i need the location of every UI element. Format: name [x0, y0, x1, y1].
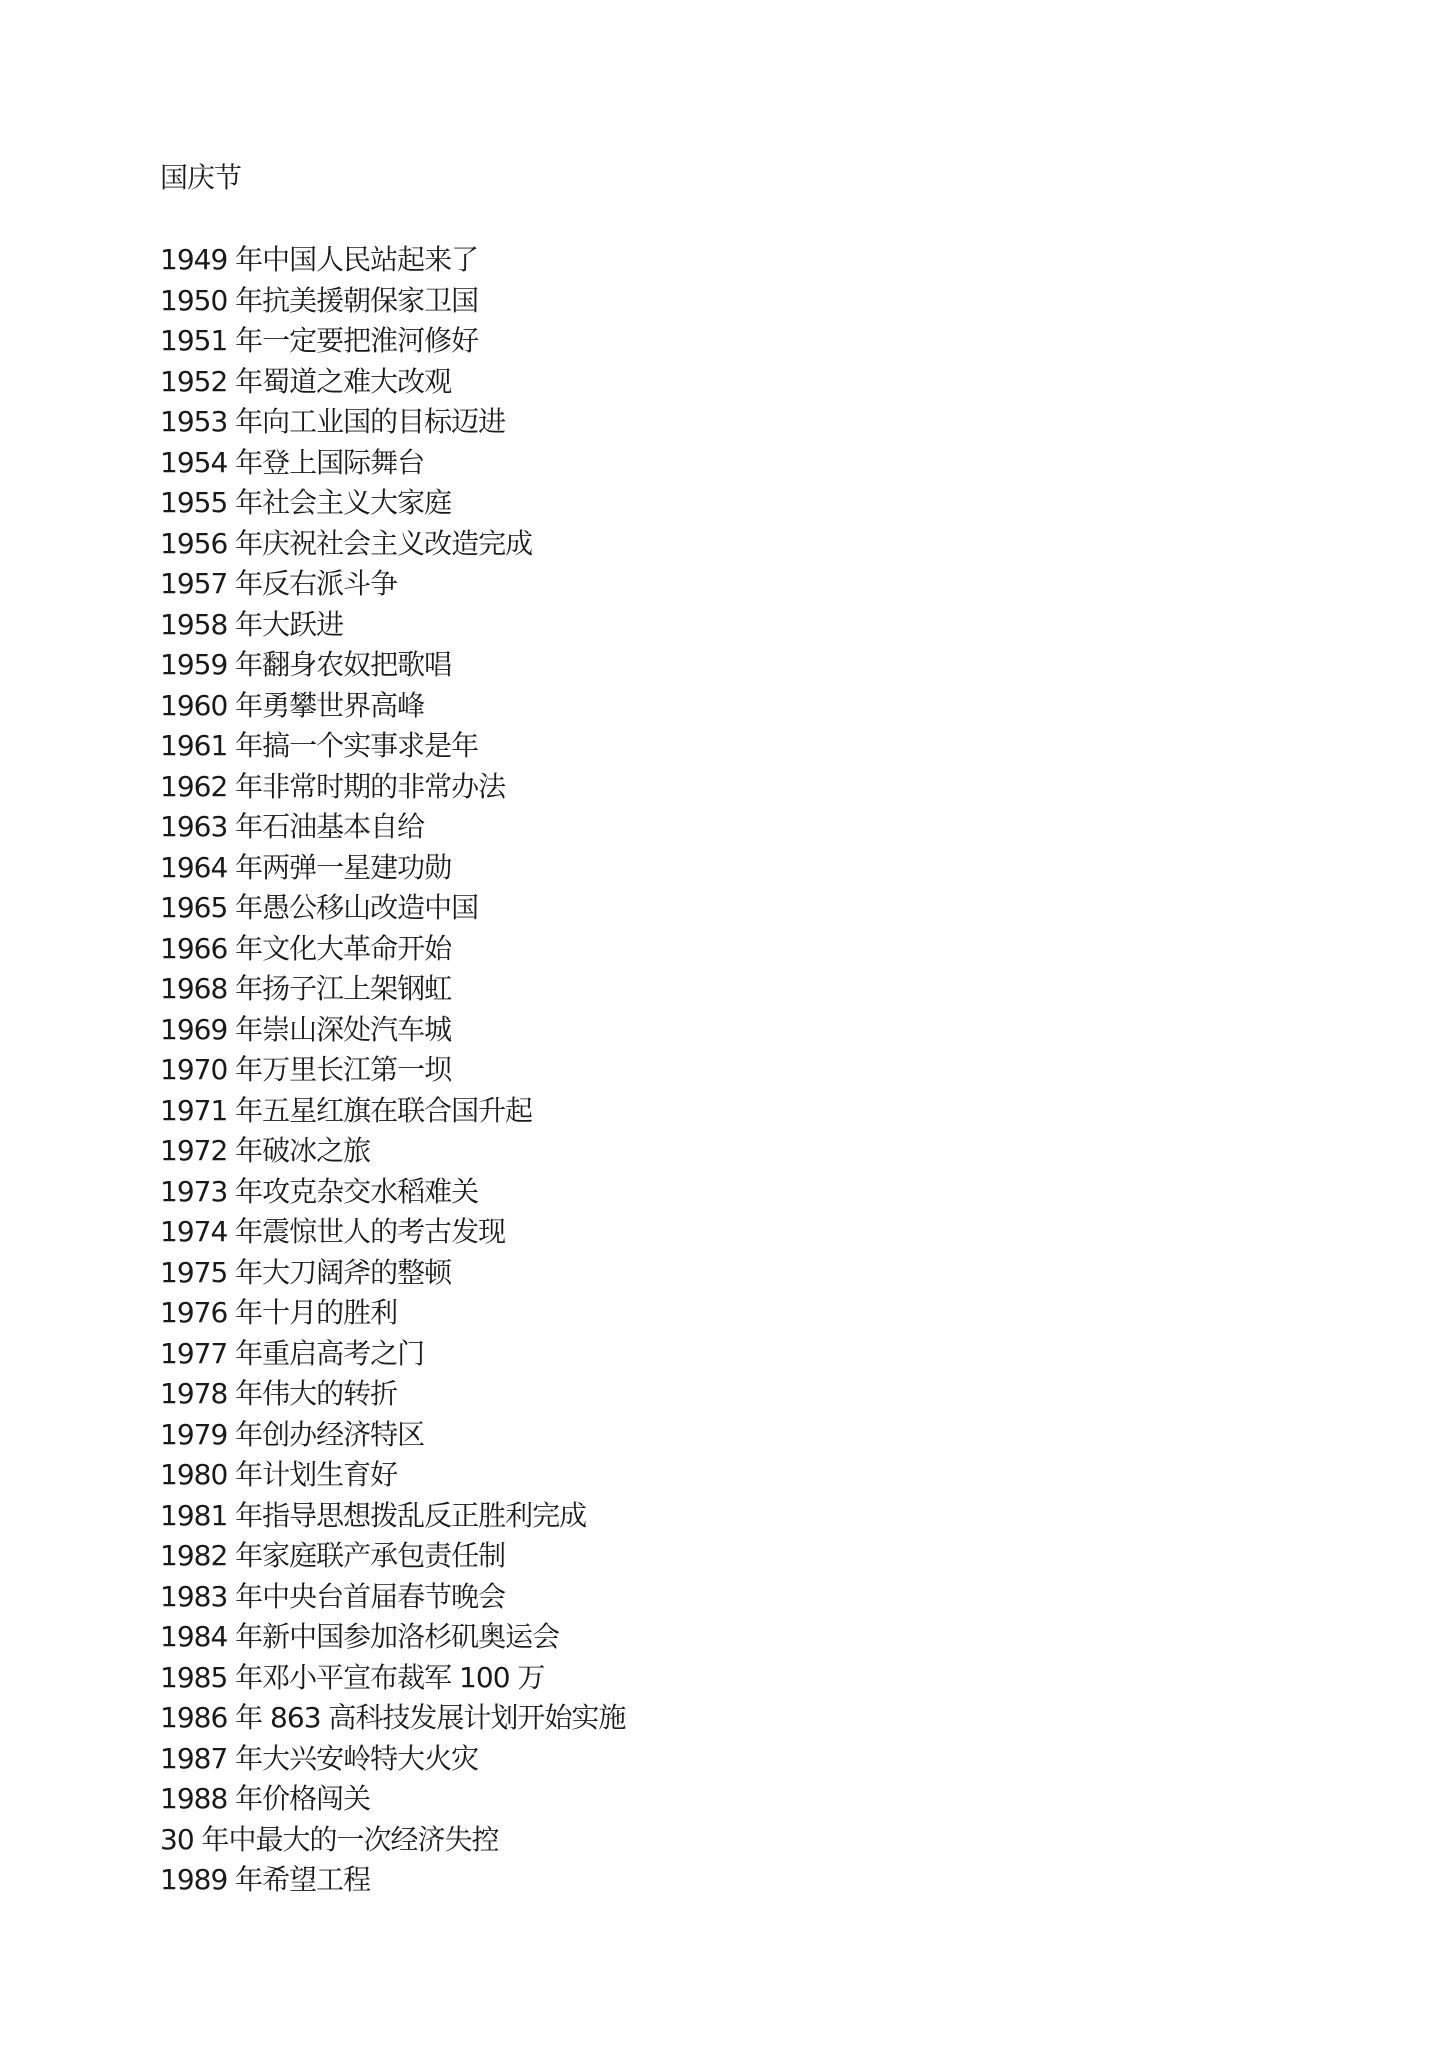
list-item: 1984 年新中国参加洛杉矶奥运会 [160, 1620, 560, 1653]
list-item: 1951 年一定要把淮河修好 [160, 324, 479, 357]
list-item: 1962 年非常时期的非常办法 [160, 769, 506, 803]
list-item: 1958 年大跃进 [160, 607, 344, 641]
list-item: 1986 年 863 高科技发展计划开始实施 [160, 1701, 626, 1734]
list-item: 1956 年庆祝社会主义改造完成 [160, 526, 533, 560]
list-item: 1960 年勇攀世界高峰 [160, 688, 425, 722]
list-item: 1978 年伟大的转折 [160, 1377, 398, 1410]
list-item: 1976 年十月的胜利 [160, 1296, 398, 1329]
list-item: 1961 年搞一个实事求是年 [160, 729, 479, 762]
list-item: 1965 年愚公移山改造中国 [160, 891, 479, 924]
entry-list [160, 240, 625, 1901]
list-item: 1964 年两弹一星建功勋 [160, 850, 452, 884]
list-item: 1985 年邓小平宣布裁军 100 万 [160, 1660, 545, 1694]
list-item: 1980 年计划生育好 [160, 1458, 398, 1491]
list-item: 1974 年震惊世人的考古发现 [160, 1215, 506, 1248]
list-item: 1957 年反右派斗争 [160, 567, 398, 600]
list-item: 30 年中最大的一次经济失控 [160, 1822, 499, 1856]
list-item: 1955 年社会主义大家庭 [160, 486, 452, 519]
list-item: 1977 年重启高考之门 [160, 1336, 425, 1370]
list-item: 1968 年扬子江上架钢虹 [160, 972, 452, 1005]
list-item: 1959 年翻身农奴把歌唱 [160, 648, 452, 681]
list-item: 1979 年创办经济特区 [160, 1417, 425, 1451]
list-item: 1975 年大刀阔斧的整顿 [160, 1255, 452, 1289]
list-item: 1972 年破冰之旅 [160, 1134, 371, 1167]
list-item: 1983 年中央台首届春节晚会 [160, 1579, 506, 1613]
list-item: 1970 年万里长江第一坝 [160, 1053, 452, 1086]
list-item: 1953 年向工业国的目标迈进 [160, 405, 506, 438]
document-title: 国庆节 [160, 161, 242, 194]
list-item: 1982 年家庭联产承包责任制 [160, 1539, 506, 1572]
list-item: 1971 年五星红旗在联合国升起 [160, 1093, 533, 1127]
list-item: 1949 年中国人民站起来了 [160, 243, 479, 276]
list-item: 1981 年指导思想拨乱反正胜利完成 [160, 1498, 587, 1532]
list-item: 1987 年大兴安岭特大火灾 [160, 1741, 479, 1775]
list-item: 1963 年石油基本自给 [160, 810, 425, 843]
list-item: 1988 年价格闯关 [160, 1782, 371, 1815]
list-item: 1952 年蜀道之难大改观 [160, 364, 452, 398]
list-item: 1966 年文化大革命开始 [160, 931, 452, 965]
list-item: 1969 年崇山深处汽车城 [160, 1012, 452, 1046]
list-item: 1950 年抗美援朝保家卫国 [160, 283, 479, 317]
list-item: 1954 年登上国际舞台 [160, 445, 425, 479]
list-item: 1973 年攻克杂交水稻难关 [160, 1174, 479, 1208]
list-item: 1989 年希望工程 [160, 1863, 371, 1896]
